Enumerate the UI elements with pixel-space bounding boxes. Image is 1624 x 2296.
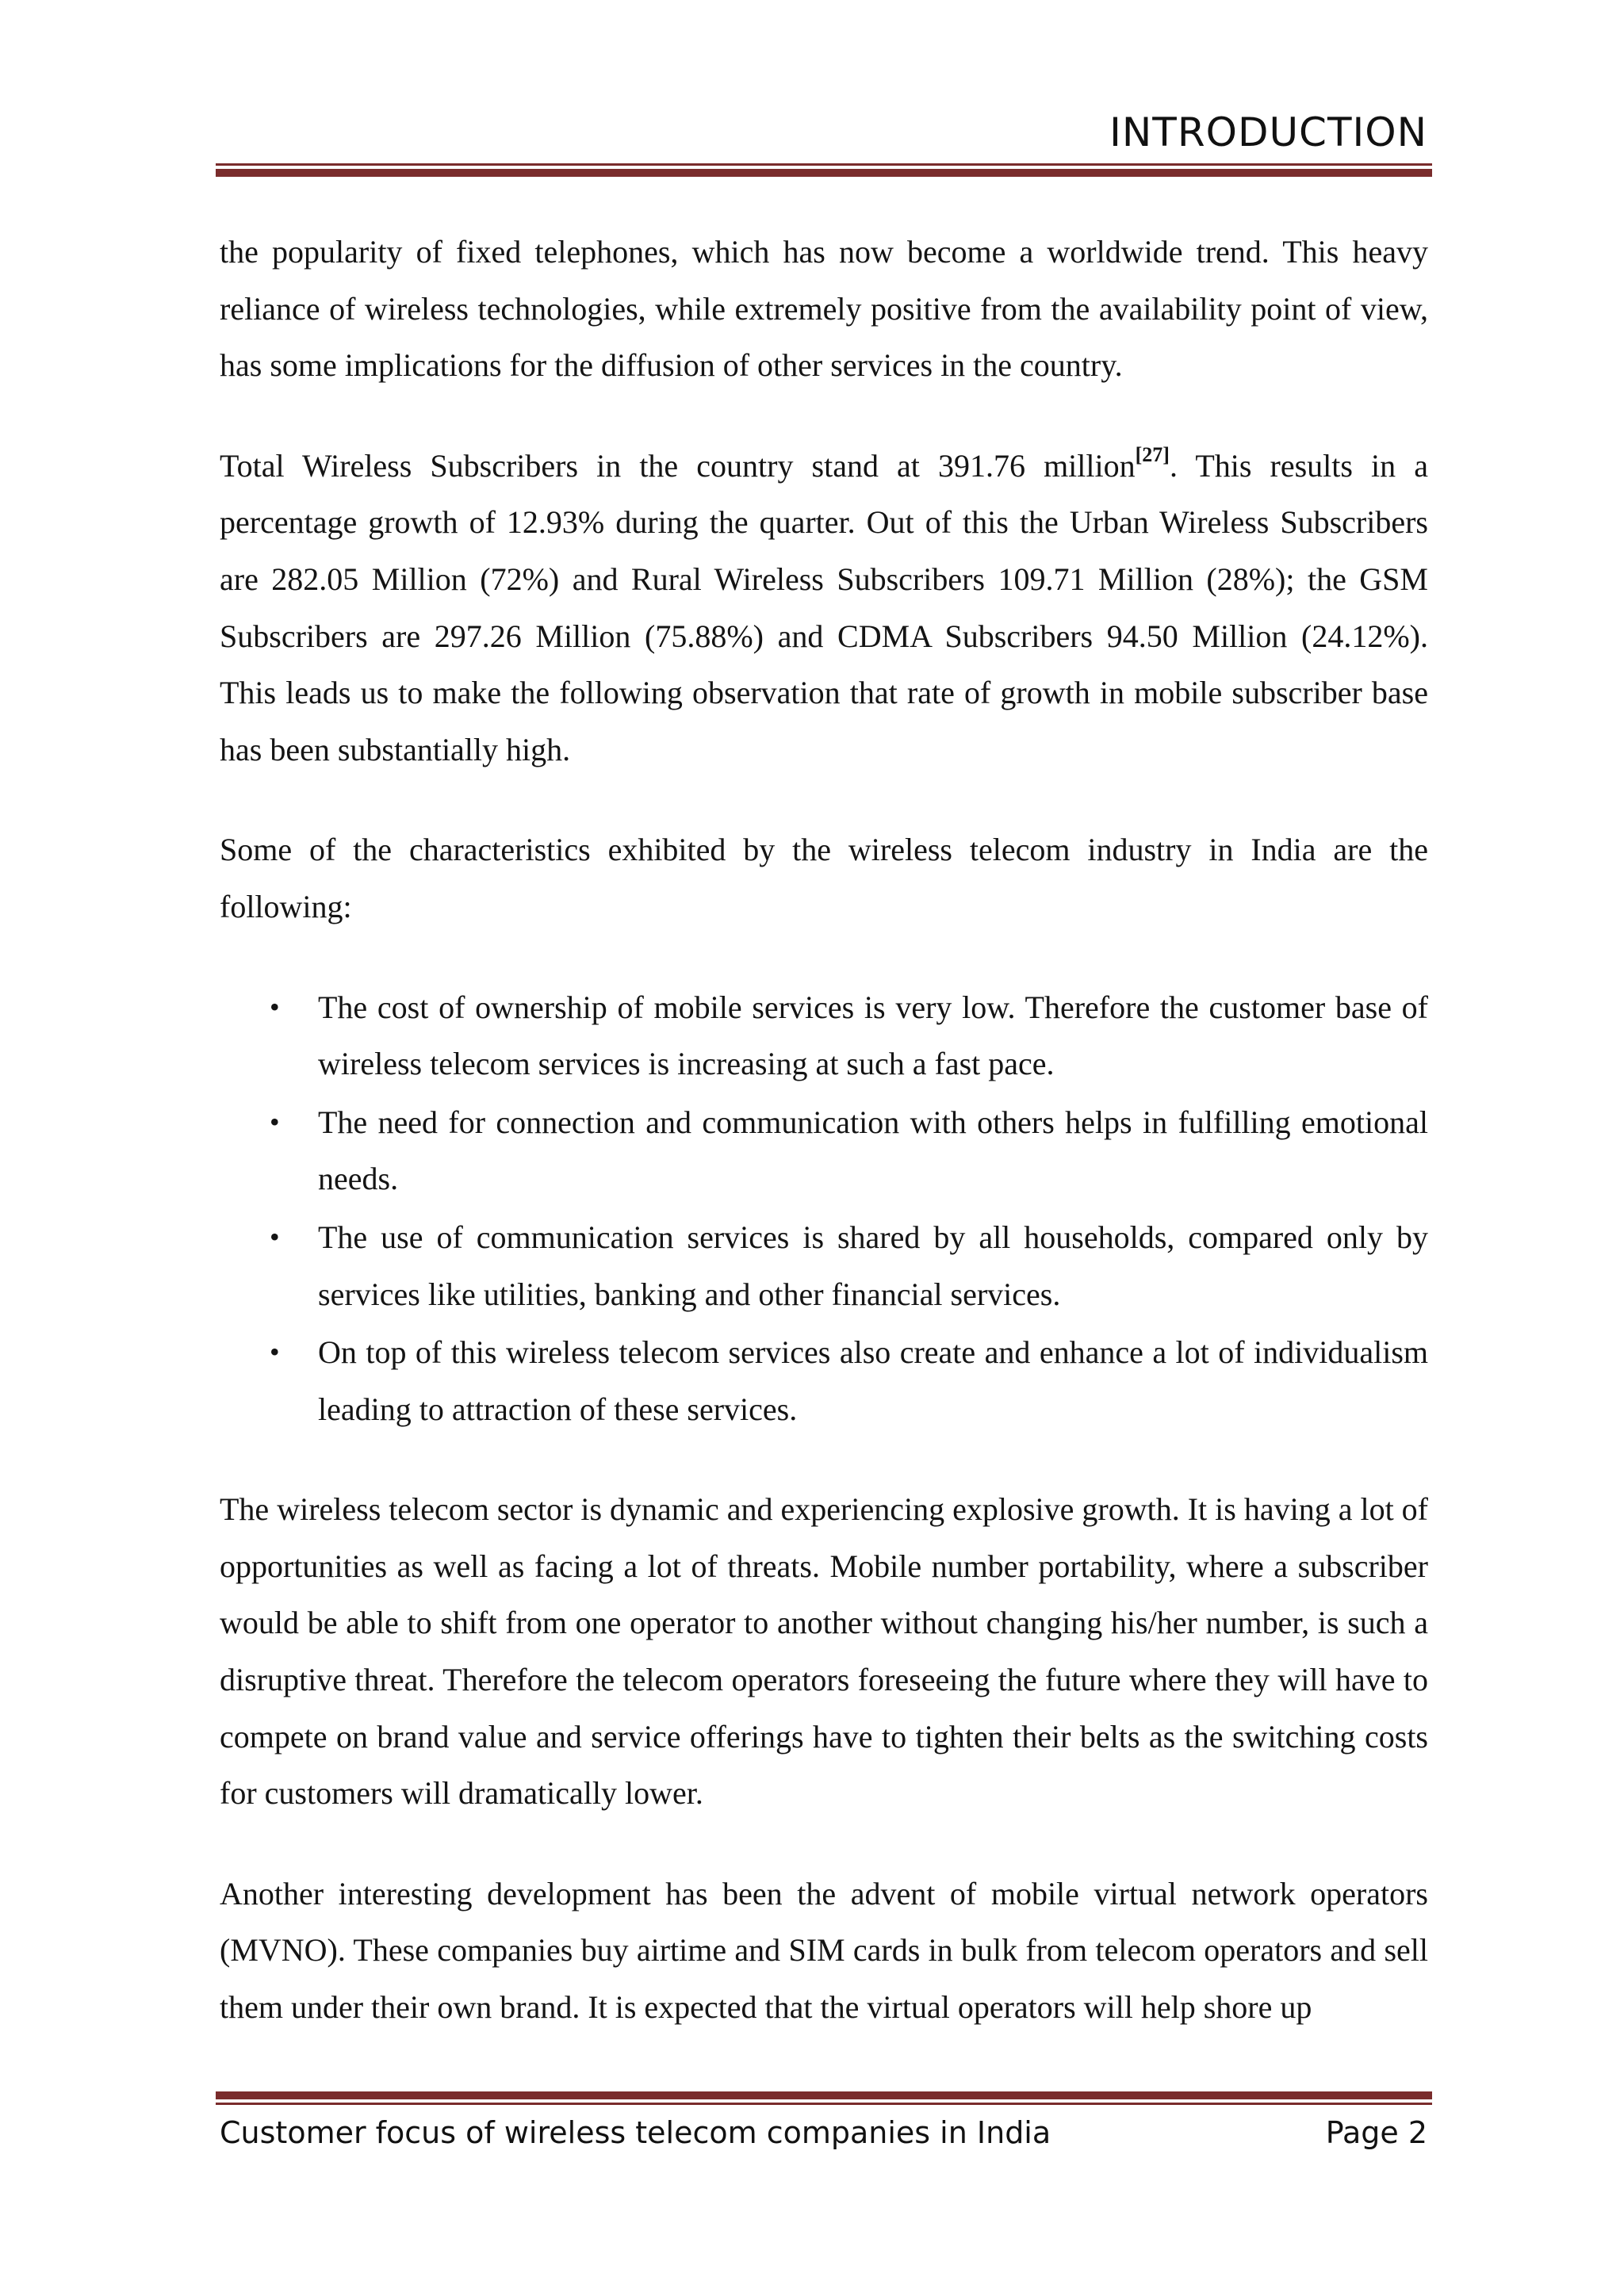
paragraph-1: the popularity of fixed telephones, which has now become a worldwide trend. This heavy reliance of wireless technologies, while extremely positive from the availability point of view, has some implications for the diffusion of other services in the country. <box>220 234 1428 384</box>
list-item <box>220 1209 1428 1322</box>
list-item-text: The use of communication services is shared by all households, compared only by services like utilities, banking and other financial services. <box>318 1219 1428 1312</box>
footer-rule-thin-line <box>216 2103 1432 2105</box>
paragraph-2-text-after: . This results in a percentage growth of 12.93% during the quarter. Out of this the Urban Wireless Subscribers are 282.05 Million (72%) and Rural Wireless Subscribers 109.71 Million (28%); the GSM Subscribers are 297.26 Million (75.88%) and CDMA Subscribers 94.50 Million (24.12%). This leads us to make the following observation that rate of growth in mobile subscriber base has been substantially high. <box>220 447 1428 767</box>
paragraph-4: The wireless telecom sector is dynamic and experiencing explosive growth. It is having a lot of opportunities as well as facing a lot of threats. Mobile number portability, where a subscriber would be able to shift from one operator to another without changing his/her number, is such a disruptive threat. Therefore the telecom operators foreseeing the future where they will have to compete on brand value and service offerings have to tighten their belts as the switching costs for customers will dramatically lower. <box>220 1491 1429 1812</box>
header-rule-thick-line <box>216 169 1432 177</box>
list-item <box>220 1094 1428 1207</box>
paragraph-5: Another interesting development has been the advent of mobile virtual network operators (MVNO). These companies buy airtime and SIM cards in bulk from telecom operators and sell them under their own brand. It is expected that the virtual operators will help shore up <box>220 1875 1428 2026</box>
characteristics-list <box>220 979 1428 1438</box>
body-text <box>220 224 1428 2080</box>
list-item <box>220 1324 1428 1437</box>
footer-rule-thick-line <box>216 2091 1432 2099</box>
page-number: Page 2 <box>1325 2115 1427 2150</box>
list-item-text: On top of this wireless telecom services also create and enhance a lot of individualism leading to attraction of these services. <box>318 1334 1428 1427</box>
citation-27: [27] <box>1135 443 1170 467</box>
list-item-text: The cost of ownership of mobile services is very low. Therefore the customer base of wireless telecom services is increasing at such a fast pace. <box>318 989 1428 1082</box>
header-title: INTRODUCTION <box>1109 109 1427 155</box>
list-item <box>220 979 1428 1093</box>
paragraph-2-text-before: Total Wireless Subscribers in the country stand at 391.76 million <box>220 447 1136 484</box>
paragraph-2 <box>220 438 1428 779</box>
footer-document-title: Customer focus of wireless telecom companies in India <box>220 2115 1051 2150</box>
bullet-icon: • <box>270 1220 280 1253</box>
footer-rule <box>216 2091 1432 2105</box>
bullet-icon: • <box>270 1105 280 1138</box>
bullet-icon: • <box>270 1336 280 1368</box>
paragraph-3: Some of the characteristics exhibited by the wireless telecom industry in India are the following: <box>220 832 1428 924</box>
bullet-icon: • <box>270 990 280 1023</box>
header-rule <box>216 163 1432 177</box>
list-item-text: The need for connection and communication with others helps in fulfilling emotional needs. <box>318 1104 1428 1197</box>
